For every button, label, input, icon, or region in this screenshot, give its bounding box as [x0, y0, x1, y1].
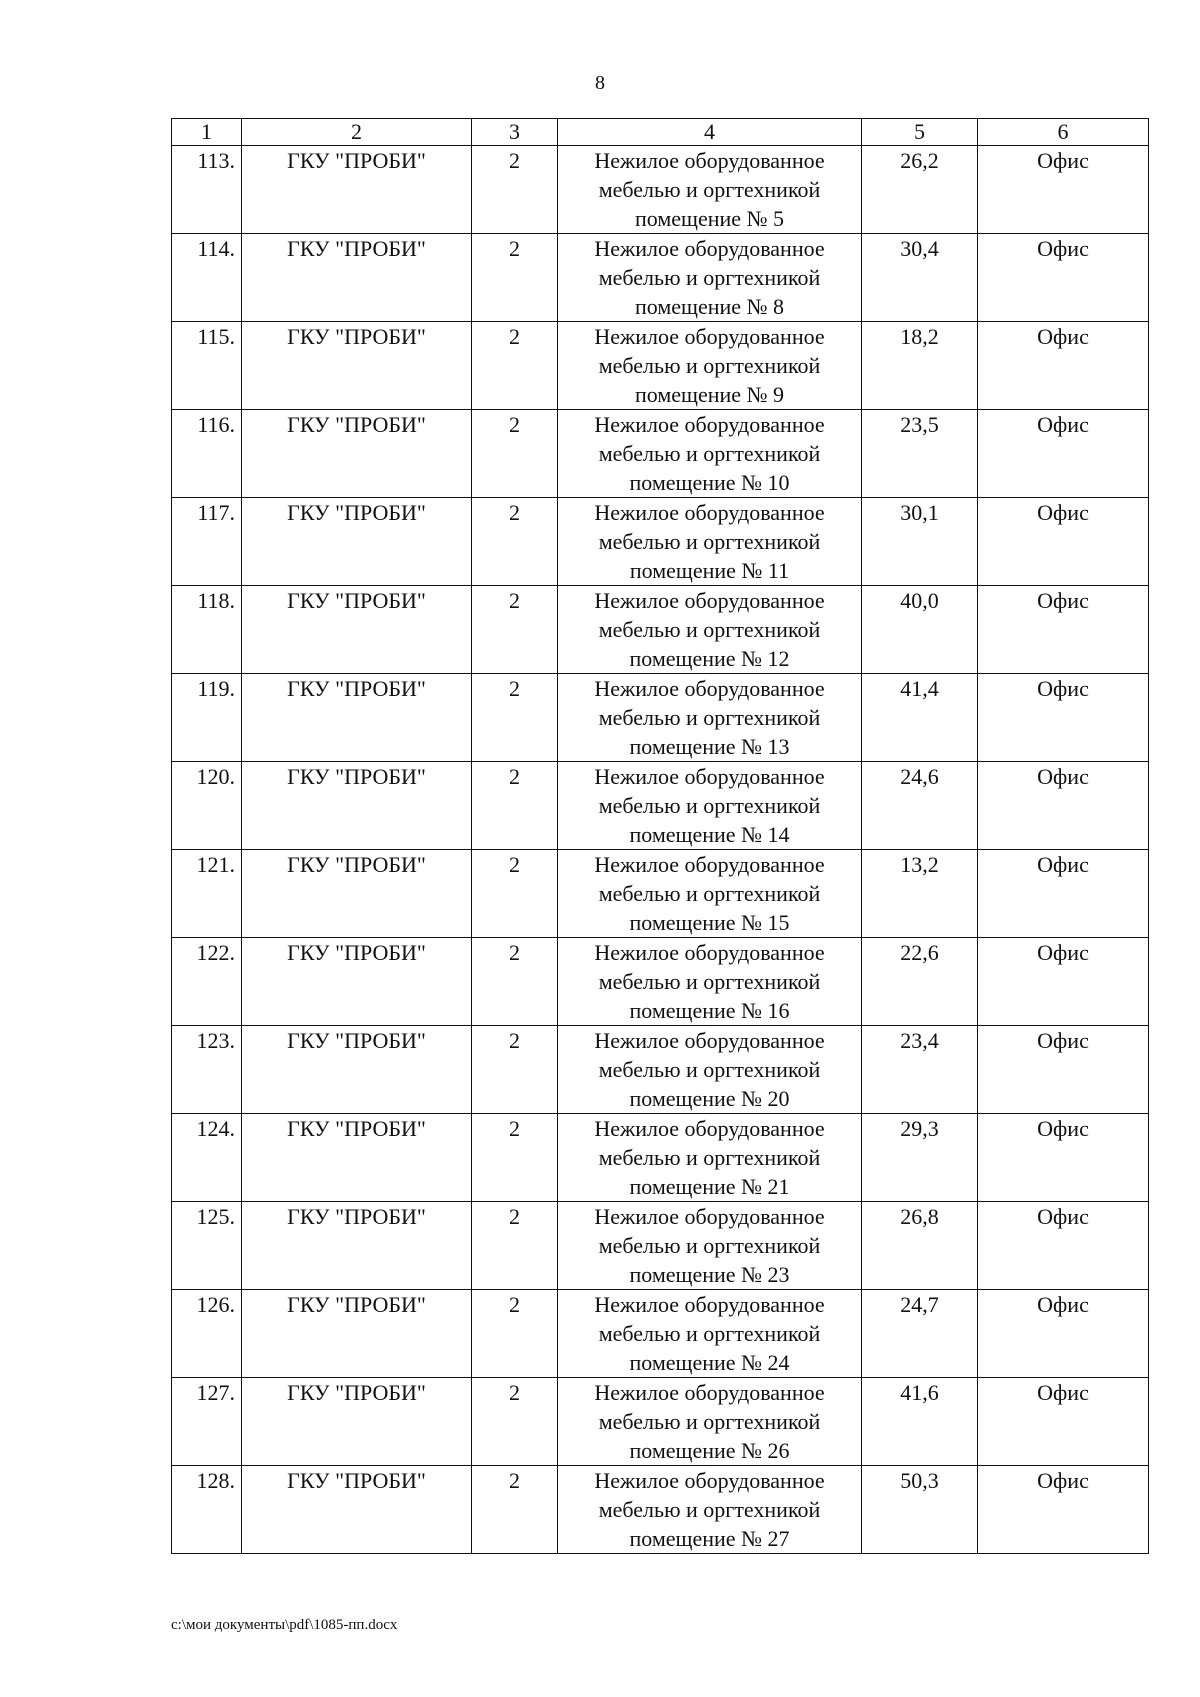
description-line: помещение № 13 — [629, 734, 790, 759]
table-row — [172, 1466, 1149, 1554]
purpose-cell: Офис — [978, 762, 1149, 850]
purpose-cell: Офис — [978, 1114, 1149, 1202]
organization-cell: ГКУ "ПРОБИ" — [242, 1290, 472, 1378]
organization-cell: ГКУ "ПРОБИ" — [242, 850, 472, 938]
description-line: мебелью и оргтехникой — [598, 617, 821, 642]
row-number-cell: 128. — [172, 1466, 242, 1554]
description-line: Нежилое оборудованное — [594, 1028, 825, 1053]
description-cell — [558, 322, 862, 410]
area-cell: 26,2 — [862, 146, 978, 234]
row-number-cell: 114. — [172, 234, 242, 322]
organization-cell: ГКУ "ПРОБИ" — [242, 586, 472, 674]
row-number-cell: 113. — [172, 146, 242, 234]
area-cell: 22,6 — [862, 938, 978, 1026]
description-line: мебелью и оргтехникой — [598, 881, 821, 906]
area-cell: 41,4 — [862, 674, 978, 762]
description-line: мебелью и оргтехникой — [598, 705, 821, 730]
row-number-cell: 116. — [172, 410, 242, 498]
table-row — [172, 322, 1149, 410]
footer-file-path: c:\мои документы\pdf\1085-пп.docx — [171, 1617, 398, 1633]
page-number: 8 — [595, 72, 605, 94]
description-line: Нежилое оборудованное — [594, 324, 825, 349]
description-cell — [558, 1378, 862, 1466]
premises-table — [171, 118, 1149, 1554]
purpose-cell: Офис — [978, 234, 1149, 322]
table-row — [172, 674, 1149, 762]
description-cell — [558, 234, 862, 322]
description-line: Нежилое оборудованное — [594, 764, 825, 789]
purpose-cell: Офис — [978, 410, 1149, 498]
floor-cell: 2 — [472, 762, 558, 850]
floor-cell: 2 — [472, 674, 558, 762]
table-row — [172, 1378, 1149, 1466]
area-cell: 23,4 — [862, 1026, 978, 1114]
description-line: помещение № 27 — [629, 1526, 790, 1551]
purpose-cell: Офис — [978, 850, 1149, 938]
row-number-cell: 121. — [172, 850, 242, 938]
description-line: мебелью и оргтехникой — [598, 265, 821, 290]
purpose-cell: Офис — [978, 674, 1149, 762]
area-cell: 26,8 — [862, 1202, 978, 1290]
row-number-cell: 118. — [172, 586, 242, 674]
description-line: Нежилое оборудованное — [594, 676, 825, 701]
description-line: Нежилое оборудованное — [594, 1380, 825, 1405]
description-line: мебелью и оргтехникой — [598, 969, 821, 994]
description-line: мебелью и оргтехникой — [598, 1057, 821, 1082]
description-line: Нежилое оборудованное — [594, 236, 825, 261]
floor-cell: 2 — [472, 146, 558, 234]
description-line: Нежилое оборудованное — [594, 500, 825, 525]
table-header-row — [172, 119, 1149, 146]
row-number-cell: 123. — [172, 1026, 242, 1114]
floor-cell: 2 — [472, 1290, 558, 1378]
area-cell: 24,7 — [862, 1290, 978, 1378]
area-cell: 30,1 — [862, 498, 978, 586]
table-row — [172, 850, 1149, 938]
floor-cell: 2 — [472, 586, 558, 674]
floor-cell: 2 — [472, 498, 558, 586]
description-line: Нежилое оборудованное — [594, 412, 825, 437]
floor-cell: 2 — [472, 234, 558, 322]
purpose-cell: Офис — [978, 1290, 1149, 1378]
row-number-cell: 122. — [172, 938, 242, 1026]
description-line: помещение № 14 — [629, 822, 790, 847]
area-cell: 50,3 — [862, 1466, 978, 1554]
floor-cell: 2 — [472, 850, 558, 938]
area-cell: 29,3 — [862, 1114, 978, 1202]
area-cell: 13,2 — [862, 850, 978, 938]
area-cell: 24,6 — [862, 762, 978, 850]
organization-cell: ГКУ "ПРОБИ" — [242, 498, 472, 586]
area-cell: 40,0 — [862, 586, 978, 674]
description-line: Нежилое оборудованное — [594, 1292, 825, 1317]
organization-cell: ГКУ "ПРОБИ" — [242, 762, 472, 850]
description-line: Нежилое оборудованное — [594, 1116, 825, 1141]
table-row — [172, 146, 1149, 234]
purpose-cell: Офис — [978, 938, 1149, 1026]
table-row — [172, 762, 1149, 850]
description-cell — [558, 146, 862, 234]
organization-cell: ГКУ "ПРОБИ" — [242, 410, 472, 498]
floor-cell: 2 — [472, 1026, 558, 1114]
table-row — [172, 234, 1149, 322]
purpose-cell: Офис — [978, 1026, 1149, 1114]
description-line: помещение № 21 — [629, 1174, 790, 1199]
table-body — [172, 146, 1149, 1554]
floor-cell: 2 — [472, 1466, 558, 1554]
row-number-cell: 119. — [172, 674, 242, 762]
table-row — [172, 1202, 1149, 1290]
purpose-cell: Офис — [978, 586, 1149, 674]
description-line: помещение № 11 — [629, 558, 790, 583]
table-row — [172, 498, 1149, 586]
description-cell — [558, 674, 862, 762]
column-header: 5 — [862, 119, 978, 146]
description-line: мебелью и оргтехникой — [598, 1497, 821, 1522]
floor-cell: 2 — [472, 322, 558, 410]
table-row — [172, 1026, 1149, 1114]
column-header: 2 — [242, 119, 472, 146]
column-header: 3 — [472, 119, 558, 146]
description-line: Нежилое оборудованное — [594, 1468, 825, 1493]
row-number-cell: 126. — [172, 1290, 242, 1378]
purpose-cell: Офис — [978, 498, 1149, 586]
row-number-cell: 117. — [172, 498, 242, 586]
description-line: Нежилое оборудованное — [594, 1204, 825, 1229]
description-line: Нежилое оборудованное — [594, 148, 825, 173]
purpose-cell: Офис — [978, 322, 1149, 410]
table-row — [172, 410, 1149, 498]
floor-cell: 2 — [472, 1378, 558, 1466]
column-header: 6 — [978, 119, 1149, 146]
description-cell — [558, 1114, 862, 1202]
table-row — [172, 586, 1149, 674]
row-number-cell: 125. — [172, 1202, 242, 1290]
description-line: мебелью и оргтехникой — [598, 441, 821, 466]
row-number-cell: 120. — [172, 762, 242, 850]
row-number-cell: 127. — [172, 1378, 242, 1466]
description-line: помещение № 5 — [634, 206, 785, 231]
organization-cell: ГКУ "ПРОБИ" — [242, 1026, 472, 1114]
organization-cell: ГКУ "ПРОБИ" — [242, 146, 472, 234]
description-cell — [558, 586, 862, 674]
description-cell — [558, 850, 862, 938]
description-line: мебелью и оргтехникой — [598, 1145, 821, 1170]
description-line: мебелью и оргтехникой — [598, 1233, 821, 1258]
description-cell — [558, 410, 862, 498]
description-cell — [558, 1290, 862, 1378]
description-line: помещение № 24 — [629, 1350, 790, 1375]
column-header: 1 — [172, 119, 242, 146]
organization-cell: ГКУ "ПРОБИ" — [242, 1202, 472, 1290]
description-line: мебелью и оргтехникой — [598, 353, 821, 378]
organization-cell: ГКУ "ПРОБИ" — [242, 1466, 472, 1554]
description-line: помещение № 12 — [629, 646, 790, 671]
area-cell: 18,2 — [862, 322, 978, 410]
organization-cell: ГКУ "ПРОБИ" — [242, 938, 472, 1026]
description-line: помещение № 8 — [634, 294, 785, 319]
purpose-cell: Офис — [978, 146, 1149, 234]
description-cell — [558, 762, 862, 850]
organization-cell: ГКУ "ПРОБИ" — [242, 322, 472, 410]
description-line: Нежилое оборудованное — [594, 852, 825, 877]
purpose-cell: Офис — [978, 1378, 1149, 1466]
purpose-cell: Офис — [978, 1466, 1149, 1554]
area-cell: 23,5 — [862, 410, 978, 498]
description-line: мебелью и оргтехникой — [598, 177, 821, 202]
column-header: 4 — [558, 119, 862, 146]
area-cell: 41,6 — [862, 1378, 978, 1466]
description-line: мебелью и оргтехникой — [598, 1409, 821, 1434]
description-cell — [558, 1026, 862, 1114]
floor-cell: 2 — [472, 938, 558, 1026]
description-line: помещение № 15 — [629, 910, 790, 935]
description-cell — [558, 498, 862, 586]
description-line: помещение № 16 — [629, 998, 790, 1023]
description-line: помещение № 10 — [629, 470, 790, 495]
table-row — [172, 1290, 1149, 1378]
floor-cell: 2 — [472, 1114, 558, 1202]
purpose-cell: Офис — [978, 1202, 1149, 1290]
description-line: помещение № 20 — [629, 1086, 790, 1111]
description-line: мебелью и оргтехникой — [598, 1321, 821, 1346]
table-row — [172, 938, 1149, 1026]
area-cell: 30,4 — [862, 234, 978, 322]
organization-cell: ГКУ "ПРОБИ" — [242, 674, 472, 762]
description-line: помещение № 23 — [629, 1262, 790, 1287]
table-row — [172, 1114, 1149, 1202]
description-line: Нежилое оборудованное — [594, 940, 825, 965]
organization-cell: ГКУ "ПРОБИ" — [242, 234, 472, 322]
description-line: мебелью и оргтехникой — [598, 793, 821, 818]
description-line: Нежилое оборудованное — [594, 588, 825, 613]
description-line: помещение № 9 — [634, 382, 785, 407]
row-number-cell: 115. — [172, 322, 242, 410]
row-number-cell: 124. — [172, 1114, 242, 1202]
description-cell — [558, 938, 862, 1026]
description-cell — [558, 1202, 862, 1290]
floor-cell: 2 — [472, 1202, 558, 1290]
description-cell — [558, 1466, 862, 1554]
floor-cell: 2 — [472, 410, 558, 498]
description-line: мебелью и оргтехникой — [598, 529, 821, 554]
description-line: помещение № 26 — [629, 1438, 790, 1463]
organization-cell: ГКУ "ПРОБИ" — [242, 1114, 472, 1202]
organization-cell: ГКУ "ПРОБИ" — [242, 1378, 472, 1466]
